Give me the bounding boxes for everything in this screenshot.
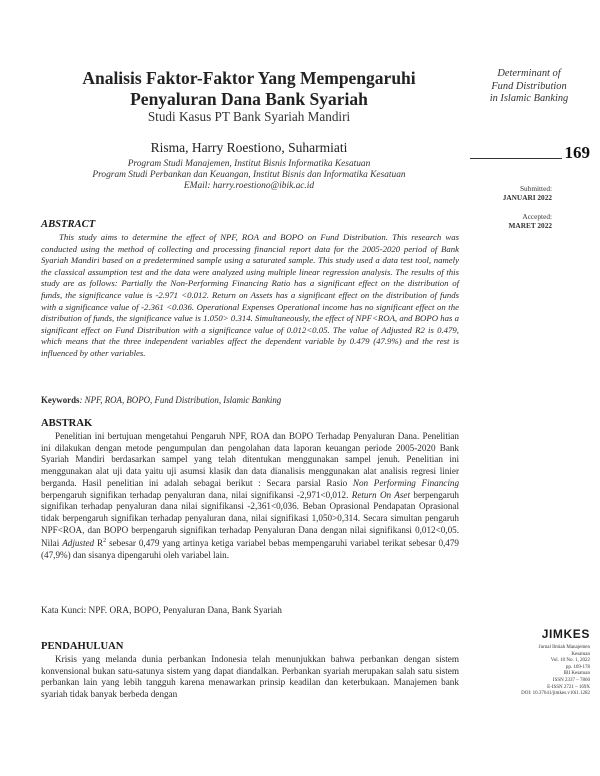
authors: Risma, Harry Roestiono, Suharmiati bbox=[150, 140, 348, 155]
journal-info-line-4: pp. 169-178 bbox=[565, 664, 590, 670]
journal-info-line-6: ISSN 2337 – 7860 bbox=[552, 677, 590, 683]
affiliation-2: Program Studi Perbankan dan Keuangan, Institut Bisnis dan Informatika Kesatuan bbox=[92, 170, 406, 180]
journal-info-line-2: Kesatuan bbox=[571, 651, 590, 657]
kata-kunci: Kata Kunci: NPF. ORA, BOPO, Penyaluran Dana, Bank Syariah bbox=[41, 606, 282, 616]
abstrak-heading: ABSTRAK bbox=[41, 418, 93, 429]
keywords-text: : NPF, ROA, BOPO, Fund Distribution, Islamic Banking bbox=[79, 395, 282, 405]
accepted-date: MARET 2022 bbox=[508, 221, 552, 230]
keywords-label: Keywords bbox=[41, 395, 80, 405]
affiliation-1: Program Studi Manajemen, Institut Bisnis Informatika Kesatuan bbox=[127, 159, 371, 169]
journal-info-line-5: IBI Kesatuan bbox=[563, 671, 590, 677]
paper-title-line-2: Penyaluran Dana Bank Syariah bbox=[130, 89, 368, 109]
abstrak-superscript: 2 bbox=[103, 538, 107, 545]
submitted-info bbox=[470, 184, 552, 202]
abstrak-italic-2: Return On Aset bbox=[351, 489, 411, 500]
abstract-text: This study aims to determine the effect of NPF, ROA and BOPO on Fund Distribution. This research was conducted using the method of collecting and processing financial report data for the 2005-2020 period of Bank Syariah Mandiri based on a predetermined sample using a saturated sample. This study used a data test tool, namely the classical assumption test and the data were analyzed using multiple linear regression analysis. The results of this study are as follows: Partially the Non-Performing Financing Ratio has a significant effect on the distribution of funds, the significance value is -2.971 <0.012. Return on Assets has a significant effect on the distribution of funds with a significance value of -2.361 <0.036. Operational Expenses Operational income has no significant effect on the distribution of funds, the significance value is 1.050> 0.314. Simultaneously, the effect of NPF<ROA, and BOPO has a significant effect on Fund Distribution with a significance value of 0.012<0.05. The value of Adjusted R2 is 0.479, which means that the three independent variables affect the dependent variable by 0.479 (47.9%) and the rest is influenced by other variables. bbox=[41, 232, 459, 358]
journal-info bbox=[470, 645, 590, 698]
keywords bbox=[41, 395, 459, 405]
journal-info-line-3: Vol. 10 No. 1, 2022 bbox=[550, 658, 590, 664]
paper-title-line-1: Analisis Faktor-Faktor Yang Mempengaruhi bbox=[82, 68, 416, 88]
abstrak-italic-3: Adjusted bbox=[62, 538, 95, 549]
journal-info-line-7: E-ISSN 2721 – 169X bbox=[547, 684, 590, 690]
accepted-info bbox=[470, 212, 552, 230]
journal-name: JIMKES bbox=[541, 627, 590, 641]
running-title bbox=[468, 68, 590, 106]
running-title-line-2: Fund Distribution bbox=[491, 80, 567, 92]
running-title-line-1: Determinant of bbox=[497, 68, 561, 79]
abstrak-part-5: sebesar 0,479 yang artinya ketiga variabel bebas mempengaruhi variabel terikat sebesar 0,479 (47,9%) dan sisanya dipengaruhi oleh variabel lain. bbox=[41, 538, 459, 561]
abstrak-part-3: berpengaruh signifikan terhadap penyaluran dana nilai signifikansi -2,361<0,036. Beban Oprasional Pendapatan Oprasional tidak berpengaruh signifikan terhadap penyaluran dana, nilai signifikasi 1,050>0,314. Secara simultan pengaruh NPF<ROA, dan BOPO berpengaruh signifikan terhadap Penyaluran Dana dengan nilai signifikansi 0,012<0,05. Nilai bbox=[41, 489, 459, 549]
abstrak-text bbox=[41, 431, 459, 562]
accepted-label: Accepted: bbox=[522, 212, 552, 221]
journal-info-line-8: DOI: 10.37641/jimkes.v10i1.1282 bbox=[521, 691, 590, 697]
running-title-line-3: in Islamic Banking bbox=[489, 93, 569, 104]
submitted-label: Submitted: bbox=[519, 184, 552, 193]
paper-title bbox=[60, 68, 438, 110]
abstrak-part-1: Penelitian ini bertujuan mengetahui Pengaruh NPF, ROA dan BOPO Terhadap Penyaluran Dana. Penelitian ini dilakukan dengan metode pengumpulan dan pengolahan data laporan keuangan periode 2005-2020 Bank Syariah Mandiri berdasarkan sampel yang telah ditentukan menggunakan sampel jenuh. Penelitian ini menggunakan alat uji data yaitu uji asumsi klasik dan data dianalisis menggunakan alat analisis regresi linier berganda. Hasil penelitian ini adalah sebagai berikut : Secara parsial Rasio bbox=[41, 431, 459, 488]
abstrak-part-2: berpengaruh signifikan terhadap penyaluran dana, nilai signifikansi -2,971<0,012. bbox=[41, 489, 352, 500]
submitted-date: JANUARI 2022 bbox=[502, 193, 552, 202]
abstrak-part-4: R bbox=[94, 538, 104, 549]
abstract-heading: ABSTRACT bbox=[41, 219, 96, 230]
pendahuluan-text: Krisis yang melanda dunia perbankan Indonesia telah menunjukkan bahwa perbankan dengan sistem konvensional bukan satu-satunya sistem yang dapat diandalkan. Perbankan syariah merupakan salah satu sistem perbankan lain yang lebih tangguh karena menawarkan prinsip keadilan dan keterbukaan. Manajemen bank syariah tidak banyak berbeda dengan bbox=[41, 654, 459, 700]
page-number: 169 bbox=[564, 143, 590, 162]
abstrak-italic-1: Non Performing Financing bbox=[352, 477, 460, 488]
paper-subtitle: Studi Kasus PT Bank Syariah Mandiri bbox=[147, 109, 351, 124]
journal-info-line-1: Jurnal Ilmiah Manajemen bbox=[538, 645, 590, 650]
page-number-rule bbox=[470, 158, 562, 159]
author-email: EMail: harry.roestiono@ibik.ac.id bbox=[183, 181, 315, 191]
pendahuluan-heading: PENDAHULUAN bbox=[41, 641, 124, 652]
